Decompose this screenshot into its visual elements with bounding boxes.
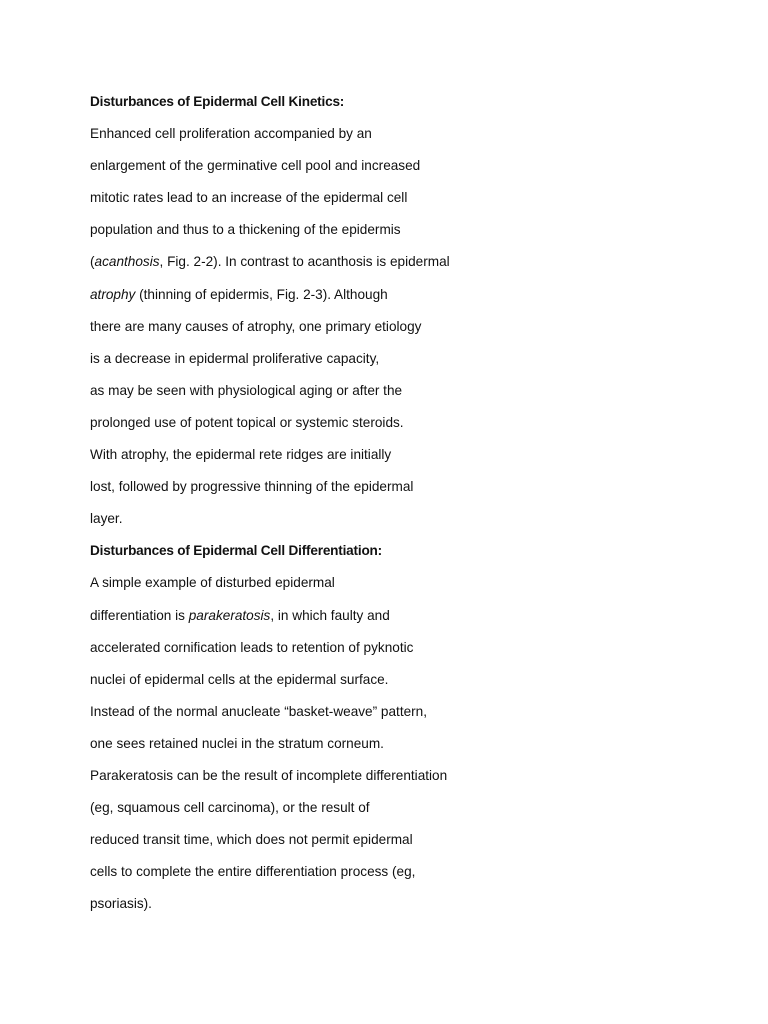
- line-text: (thinning of epidermis, Fig. 2-3). Although: [135, 286, 388, 302]
- term-atrophy: atrophy: [90, 286, 136, 302]
- paragraph-line: prolonged use of potent topical or systemic steroids.: [90, 414, 404, 430]
- paragraph-line: nuclei of epidermal cells at the epidermal surface.: [90, 671, 389, 687]
- line-text: (: [90, 254, 95, 270]
- section-heading-differentiation: Disturbances of Epidermal Cell Differentiation:: [90, 543, 382, 559]
- paragraph-line-atrophy: [90, 279, 690, 311]
- paragraph-line: cells to complete the entire differentiation process (eg,: [90, 864, 416, 880]
- paragraph-line: one sees retained nuclei in the stratum corneum.: [90, 735, 384, 751]
- paragraph-line: as may be seen with physiological aging or after the: [90, 382, 403, 398]
- paragraph-line: lost, followed by progressive thinning of the epidermal: [90, 479, 414, 495]
- paragraph-line: mitotic rates lead to an increase of the epidermal cell: [90, 190, 408, 206]
- paragraph-line: Parakeratosis can be the result of incomplete differentiation: [90, 767, 448, 783]
- line-text: differentiation is: [90, 607, 189, 623]
- paragraph-line: A simple example of disturbed epidermal: [90, 575, 335, 591]
- paragraph-line-acanthosis: [90, 246, 690, 278]
- paragraph-line: Instead of the normal anucleate “basket-weave” pattern,: [90, 703, 428, 719]
- line-text: , Fig. 2-2). In contrast to acanthosis is epidermal: [159, 254, 450, 270]
- paragraph-line-parakeratosis: [90, 600, 690, 632]
- paragraph-line: there are many causes of atrophy, one primary etiology: [90, 318, 422, 334]
- paragraph-line: Enhanced cell proliferation accompanied by an: [90, 126, 372, 142]
- paragraph-line: psoriasis).: [90, 896, 152, 912]
- paragraph-line: accelerated cornification leads to retention of pyknotic: [90, 639, 414, 655]
- document-body: [90, 86, 690, 920]
- paragraph-line: (eg, squamous cell carcinoma), or the result of: [90, 800, 370, 816]
- section-heading-kinetics: Disturbances of Epidermal Cell Kinetics:: [90, 94, 345, 109]
- term-parakeratosis: parakeratosis: [188, 607, 271, 623]
- paragraph-line: is a decrease in epidermal proliferative capacity,: [90, 350, 380, 366]
- paragraph-line: layer.: [90, 511, 123, 527]
- line-text: , in which faulty and: [270, 607, 390, 623]
- paragraph-line: With atrophy, the epidermal rete ridges are initially: [90, 447, 392, 463]
- term-acanthosis: acanthosis: [94, 254, 160, 270]
- paragraph-line: enlargement of the germinative cell pool and increased: [90, 158, 421, 174]
- paragraph-line: population and thus to a thickening of the epidermis: [90, 222, 401, 238]
- paragraph-line: reduced transit time, which does not permit epidermal: [90, 832, 413, 848]
